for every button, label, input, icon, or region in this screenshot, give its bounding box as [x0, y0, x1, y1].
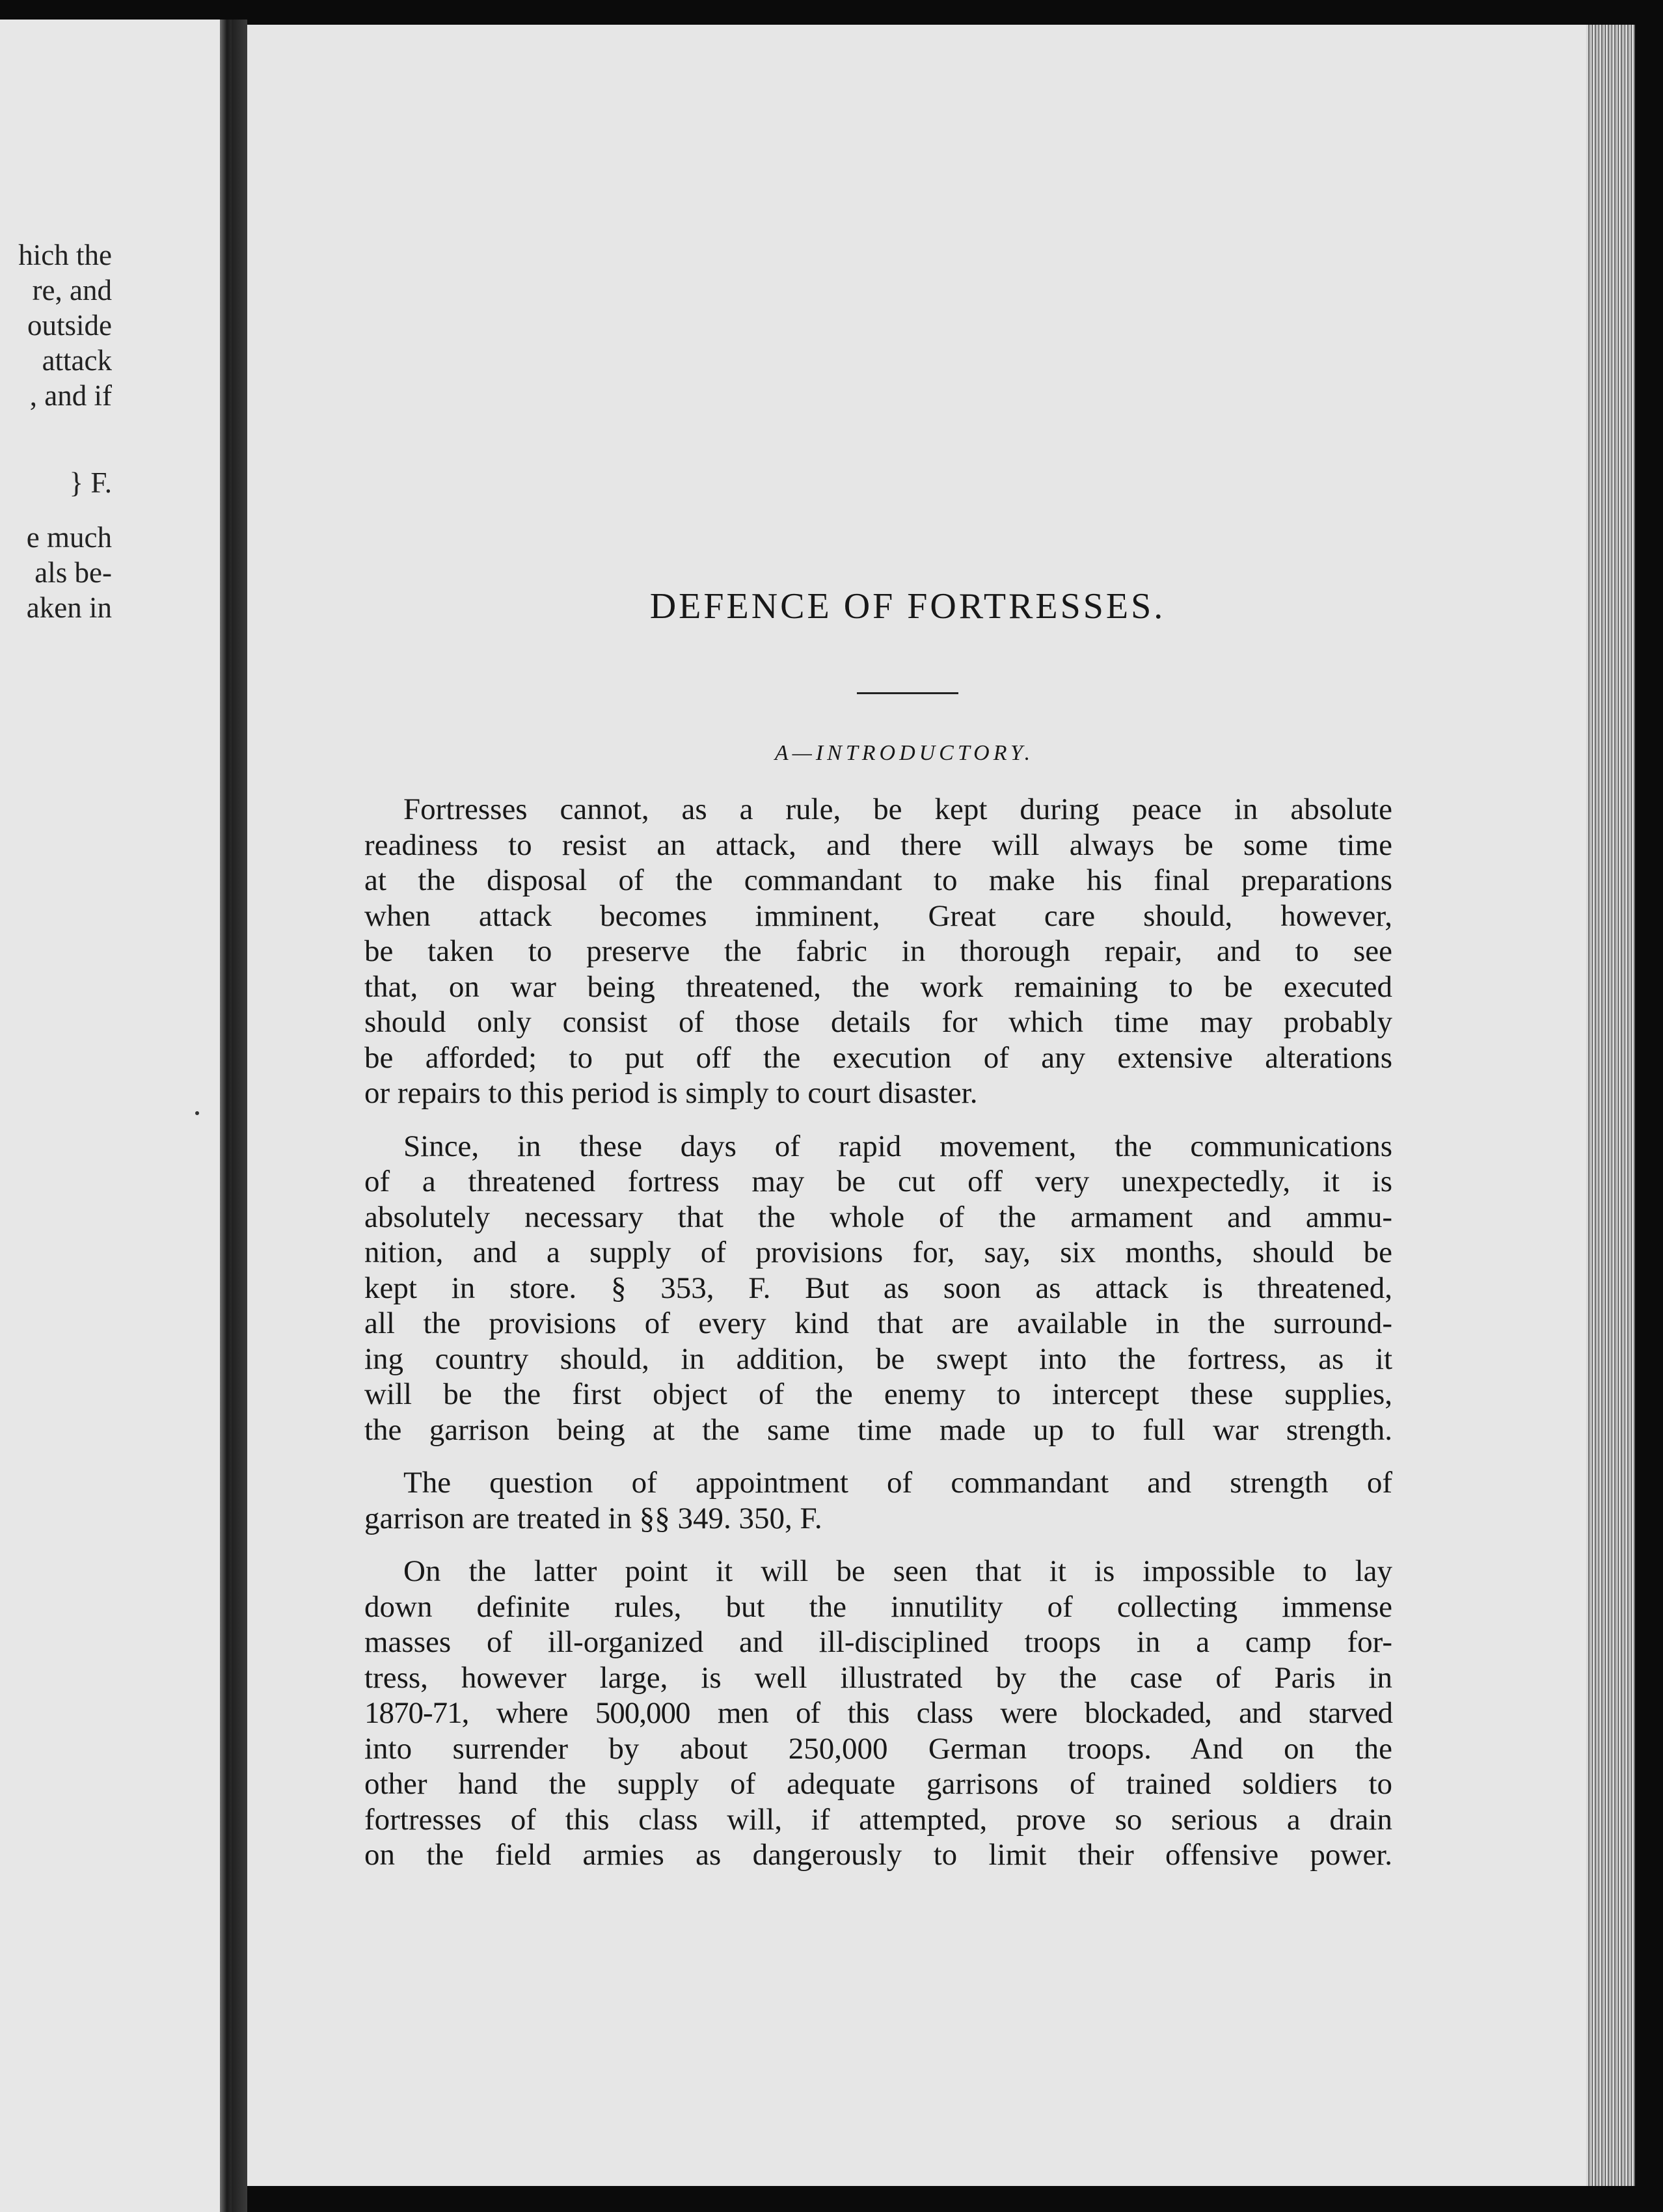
page-title: DEFENCE OF FORTRESSES.: [649, 586, 1166, 627]
facing-line: hich the: [18, 239, 112, 271]
text-line: tress, however large, is well illustrated by the case of Paris in: [364, 1660, 1392, 1695]
text-line: or repairs to this period is simply to court disaster.: [364, 1076, 978, 1110]
page-edges: [1586, 25, 1635, 2186]
facing-line: re, and: [32, 274, 112, 306]
section-heading: A—INTRODUCTORY.: [774, 741, 1034, 765]
text-line: down definite rules, but the innutility of collecting immense: [364, 1589, 1392, 1624]
title-rule: [857, 692, 958, 694]
text-line: On the latter point it will be seen that it is impossible to lay: [403, 1554, 1392, 1588]
text-line: garrison are treated in §§ 349. 350, F.: [364, 1501, 822, 1535]
text-line: of a threatened fortress may be cut off very unexpectedly, it is: [364, 1165, 1392, 1198]
page-shadow: [1635, 20, 1663, 2212]
text-line: that, on war being threatened, the work remaining to be executed: [364, 969, 1392, 1004]
page-content: [364, 586, 1392, 1873]
facing-page-text: [0, 237, 112, 625]
text-line: all the provisions of every kind that are available in the surround-: [364, 1306, 1392, 1340]
text-line: at the disposal of the commandant to make his final preparations: [364, 863, 1392, 897]
text-line: should only consist of those details for which time may probably: [364, 1005, 1392, 1039]
text-line: will be the first object of the enemy to intercept these supplies,: [364, 1377, 1392, 1411]
book-gutter: [232, 20, 247, 2212]
text-line: nition, and a supply of provisions for, say, six months, should be: [364, 1235, 1392, 1269]
paragraph-1: [364, 792, 1392, 1111]
facing-line: } F.: [69, 466, 112, 499]
facing-line: als be-: [34, 556, 112, 589]
text-line: be taken to preserve the fabric in thorough repair, and to see: [364, 934, 1392, 968]
text-line: be afforded; to put off the execution of any extensive alterations: [364, 1040, 1392, 1075]
text-line: other hand the supply of adequate garrisons of trained soldiers to: [364, 1767, 1392, 1801]
paragraph-4: [364, 1554, 1392, 1873]
text-line: ing country should, in addition, be swept into the fortress, as it: [364, 1342, 1392, 1376]
text-line: 1870-71, where 500,000 men of this class were blockaded, and starved: [364, 1696, 1392, 1730]
facing-page-edge: [220, 20, 232, 2212]
text-line: masses of ill-organized and ill-disciplined troops in a camp for-: [364, 1625, 1392, 1659]
text-line: Fortresses cannot, as a rule, be kept during peace in absolute: [403, 792, 1392, 826]
text-line: fortresses of this class will, if attempted, prove so serious a drain: [364, 1802, 1392, 1837]
text-line: Since, in these days of rapid movement, the communications: [403, 1129, 1392, 1163]
facing-page: [0, 20, 224, 2212]
text-line: the garrison being at the same time made up to full war strength.: [364, 1412, 1392, 1447]
text-line: kept in store. § 353, F. But as soon as attack is threatened,: [364, 1271, 1392, 1305]
facing-line: outside: [27, 309, 112, 342]
facing-line: attack: [42, 344, 112, 377]
text-line: readiness to resist an attack, and there will always be some time: [364, 828, 1392, 862]
ink-speck: [195, 1111, 199, 1115]
text-line: on the field armies as dangerously to limit their offensive power.: [364, 1838, 1392, 1872]
paragraph-3: [364, 1465, 1392, 1536]
text-line: when attack becomes imminent, Great care should, however,: [364, 898, 1392, 933]
facing-line: e much: [26, 521, 112, 554]
text-line: into surrender by about 250,000 German troops. And on the: [364, 1731, 1392, 1766]
text-line: absolutely necessary that the whole of the armament and ammu-: [364, 1200, 1392, 1234]
facing-line: aken in: [26, 591, 112, 624]
paragraph-2: [364, 1129, 1392, 1448]
text-line: The question of appointment of commandant and strength of: [403, 1466, 1392, 1500]
facing-line: , and if: [29, 379, 112, 412]
